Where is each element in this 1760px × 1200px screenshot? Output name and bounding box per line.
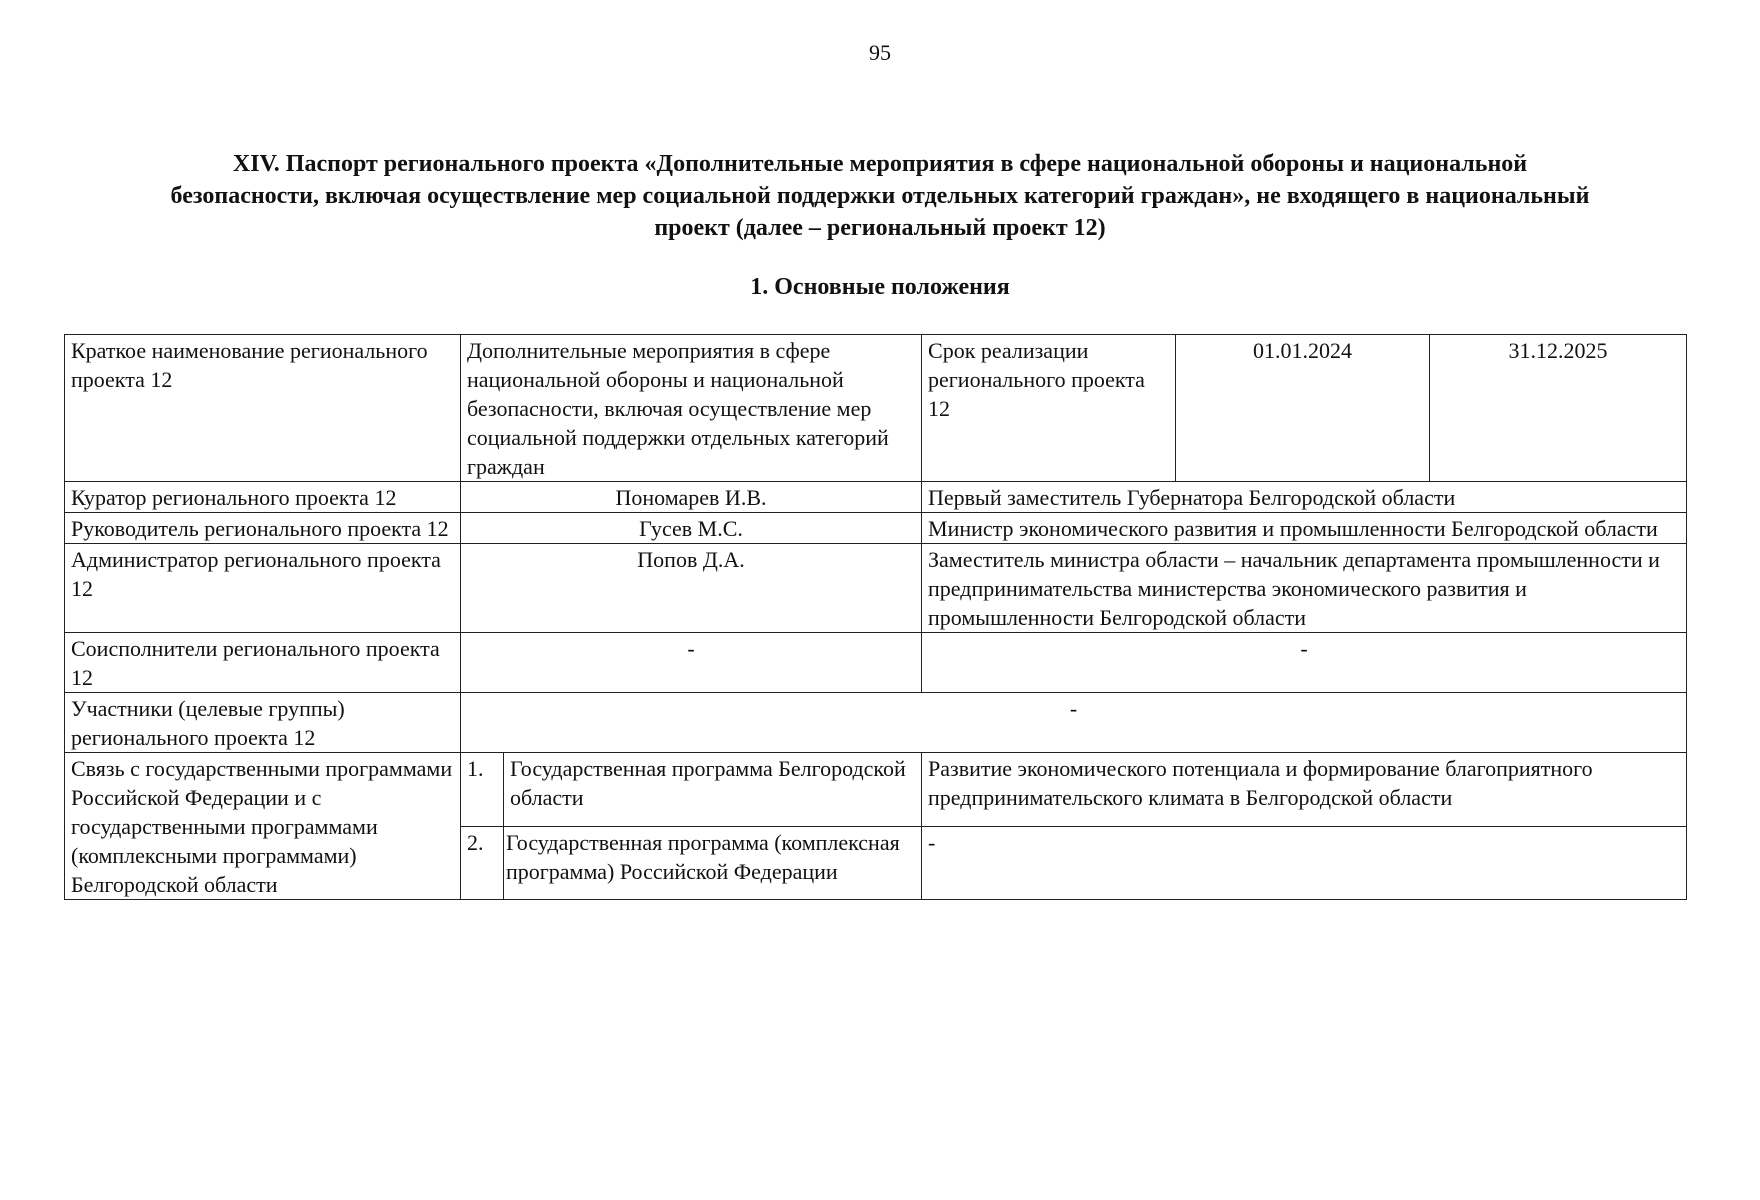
title-line-3: проект (далее – региональный проект 12) (654, 215, 1106, 241)
link-1-program: Государственная программа Белгородской области (504, 753, 922, 827)
coexec-label: Соисполнители регионального проекта 12 (65, 633, 461, 693)
participants-label: Участники (целевые группы) регионального проекта 12 (65, 693, 461, 753)
title-line-1: XIV. Паспорт регионального проекта «Дополнительные мероприятия в сфере национальной обороны и национальной (232, 151, 1528, 177)
page-number: 95 (869, 40, 891, 65)
curator-label: Куратор регионального проекта 12 (65, 482, 461, 513)
admin-label: Администратор регионального проекта 12 (65, 544, 461, 633)
passport-table (64, 334, 1687, 900)
table-row-curator (65, 482, 1687, 513)
coexec-position: - (922, 633, 1687, 693)
link-2-program: Государственная программа (комплексная программа) Российской Федерации (504, 826, 922, 900)
admin-position: Заместитель министра области – начальник департамента промышленности и предпринимательства министерства экономического развития и промышленности Белгородской области (922, 544, 1687, 633)
head-label: Руководитель регионального проекта 12 (65, 513, 461, 544)
section-title: 1. Основные положения (750, 274, 1010, 300)
table-row-participants (65, 693, 1687, 753)
table-row-admin (65, 544, 1687, 633)
term-label: Срок реализации регионального проекта 12 (922, 335, 1176, 482)
link-1-value: Развитие экономического потенциала и формирование благоприятного предпринимательского климата в Белгородской области (922, 753, 1687, 827)
links-label: Связь с государственными программами Российской Федерации и с государственными программами (комплексными программами) Белгородской области (65, 753, 461, 900)
link-2-value: - (922, 826, 1687, 900)
curator-name: Пономарев И.В. (461, 482, 922, 513)
title-line-2: безопасности, включая осуществление мер социальной поддержки отдельных категорий граждан», не входящего в национальный (170, 183, 1590, 209)
table-row-coexecutors (65, 633, 1687, 693)
head-name: Гусев М.С. (461, 513, 922, 544)
table-row-short-name (65, 335, 1687, 482)
participants-value: - (461, 693, 1687, 753)
link-2-number: 2. (461, 826, 504, 900)
admin-name: Попов Д.А. (461, 544, 922, 633)
document-title (60, 148, 1700, 244)
term-start: 01.01.2024 (1176, 335, 1430, 482)
table-row-link-1 (65, 753, 1687, 827)
head-position: Министр экономического развития и промышленности Белгородской области (922, 513, 1687, 544)
term-end: 31.12.2025 (1430, 335, 1687, 482)
short-name-label: Краткое наименование регионального проекта 12 (65, 335, 461, 482)
link-1-number: 1. (461, 753, 504, 827)
short-name-value: Дополнительные мероприятия в сфере национальной обороны и национальной безопасности, включая осуществление мер социальной поддержки отдельных категорий граждан (461, 335, 922, 482)
coexec-name: - (461, 633, 922, 693)
curator-position: Первый заместитель Губернатора Белгородской области (922, 482, 1687, 513)
table-row-head (65, 513, 1687, 544)
